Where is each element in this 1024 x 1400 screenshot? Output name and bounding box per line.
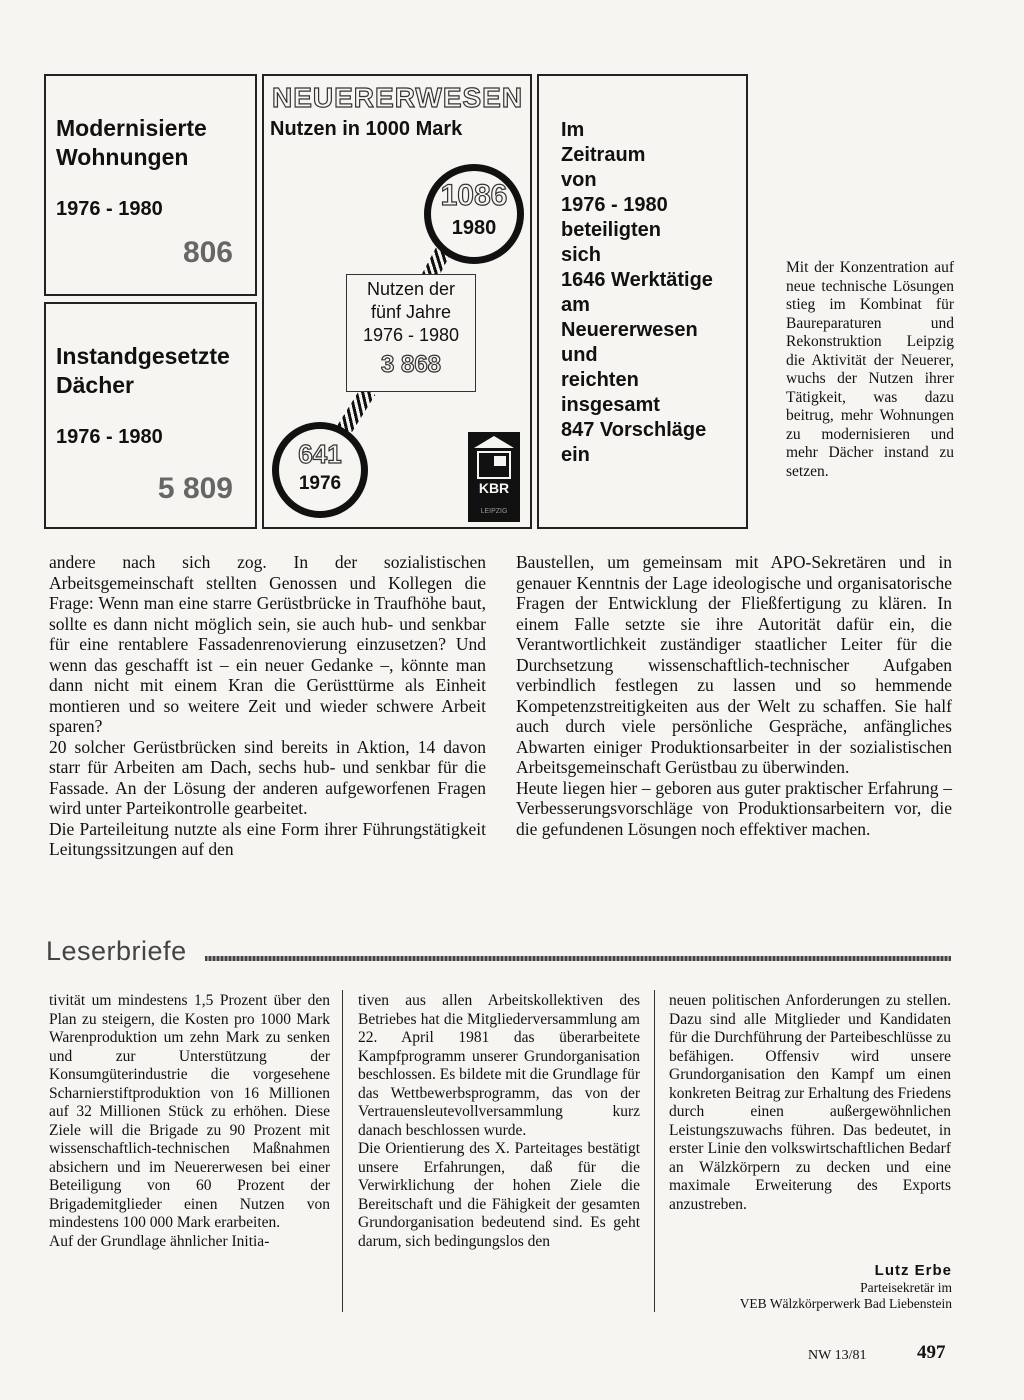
article-paragraph: 20 solcher Gerüstbrücken sind bereits in Aktion, 14 davon starr für Arbeiten am Dach, sechs hub- und senkbar für die Fassade. An der Lösung der anderen aufgeworfenen Fragen wird unter Parteikontrolle gearbeitet. bbox=[49, 736, 486, 818]
infographic-subtitle: Nutzen in 1000 Mark bbox=[270, 118, 463, 140]
five-year-label-line: 1976 - 1980 bbox=[362, 325, 460, 345]
kbr-logo-caption: LEIPZIG bbox=[480, 508, 508, 515]
section-heading-rule bbox=[205, 956, 951, 961]
signature-role: Parteisekretär im bbox=[860, 1280, 952, 1295]
participation-line: 847 Vorschläge bbox=[561, 419, 707, 441]
participation-line: und bbox=[561, 344, 598, 366]
stat-box-title: Modernisierte Wohnungen bbox=[56, 115, 207, 170]
signature-name: Lutz Erbe bbox=[874, 1262, 952, 1279]
participation-line: 1976 - 1980 bbox=[561, 194, 668, 216]
infographic-title: NEUERERWESEN bbox=[272, 82, 524, 113]
issue-label: NW 13/81 bbox=[808, 1348, 867, 1363]
letter-paragraph: Die Orientierung des X. Parteitages bestätigt unsere Erfahrungen, daß für die Verwirklichung der hohen Ziele die Bereitschaft und die Fähigkeit der gesamten Grundorganisation bedeutend sind. Es geht darum, sich bedingungslos den bbox=[358, 1140, 640, 1250]
stat-box-modernized-apartments bbox=[44, 74, 257, 296]
five-year-total-box bbox=[346, 274, 476, 392]
article-paragraph: andere nach sich zog. In der sozialistischen Arbeitsgemeinschaft stellten Genossen und Kollegen die Frage: Wenn man eine starre Gerüstbrücke in Traufhöhe baut, sollte es dann nicht möglich sein, sie auch hub- und senkbar für eine rentablere Fassadenrenovierung einzusetzen? Und wenn das geschafft ist – ein neuer Gedanke –, könnte man dann nicht mit einem Kran die Gerüsttürme als Einheit montieren und so weitere Zeit und wieder schwere Arbeit sparen? bbox=[49, 552, 486, 736]
article-column-1 bbox=[49, 552, 486, 860]
five-year-label-line: Nutzen der bbox=[366, 279, 456, 299]
circle-value: 641 bbox=[298, 439, 342, 469]
stat-box-period: 1976 - 1980 bbox=[56, 426, 163, 448]
sidebar-caption: Mit der Konzentration auf neue technische Lösungen stieg im Kombinat für Baureparaturen und Rekonstruktion Leipzig die Aktivität der Neuerer, wuchs der Nutzen ihrer Tätigkeit, was dazu beitrug, mehr Wohnungen zu modernisieren und mehr Dächer instand zu setzen. bbox=[786, 259, 954, 480]
circle-year: 1976 bbox=[298, 473, 342, 494]
letter-column-1 bbox=[49, 992, 330, 1251]
participation-line: Neuererwesen bbox=[561, 319, 698, 341]
letter-paragraph: neuen politischen Anforderungen zu stellen. Dazu sind alle Mitglieder und Kandidaten für die Durchführung der Parteibeschlüsse zu befähigen. Offensiv wird unsere Grundorganisation den Kampf um einen konkreten Beitrag zur Erhaltung des Friedens durch einen außergewöhnlichen Leistungszuwachs führen. Das bedeutet, in erster Linie den volkswirtschaftlichen Bedarf an Wälzkörpern zu decken und eine maximale Erweiterung des Exports anzustreben. bbox=[669, 992, 951, 1213]
participation-line: 1646 Werktätige bbox=[561, 269, 713, 291]
signature-block bbox=[660, 1262, 952, 1312]
five-year-label-line: fünf Jahre bbox=[370, 302, 452, 322]
article-paragraph: Heute liegen hier – geboren aus guter praktischer Erfahrung – Verbesserungsvorschläge von Produktionsarbeitern vor, die die gefundenen Lösungen noch effektiver machen. bbox=[516, 777, 952, 839]
stat-box-value: 5 809 bbox=[157, 472, 233, 505]
circle-year: 1980 bbox=[451, 217, 497, 239]
column-divider bbox=[342, 990, 343, 1312]
letter-paragraph: Auf der Grundlage ähnlicher Initia- bbox=[49, 1232, 270, 1250]
article-paragraph: Baustellen, um gemeinsam mit APO-Sekretären und in genauer Kenntnis der Lage ideologische und organisatorische Fragen der Entwicklung der Fließfertigung zu klären. In einem Falle setzte sie ihre Autorität dafür ein, die Verantwortlichkeit zuständiger staatlicher Leiter für die Durchsetzung wissenschaftlich-technischer Aufgaben verbindlich festlegen zu lassen und so hemmende Kompetenzstreitigkeiten aus der Welt zu schaffen. Sie half auch durch viele persönliche Gespräche, anfängliches Abwarten einiger Produktionsarbeiter in der sozialistischen Arbeitsgemeinschaft Gerüstbau zu überwinden. bbox=[516, 552, 952, 777]
kbr-logo bbox=[468, 432, 520, 522]
letter-column-3 bbox=[669, 992, 951, 1214]
participation-line: am bbox=[561, 294, 590, 316]
participation-line: ein bbox=[561, 444, 590, 466]
stat-box-title: Instandgesetzte Dächer bbox=[56, 343, 230, 398]
stat-box-value: 806 bbox=[182, 236, 233, 269]
participation-line: Zeitraum bbox=[561, 144, 646, 166]
page-number: 497 bbox=[917, 1342, 946, 1363]
signature-org: VEB Wälzkörperwerk Bad Liebenstein bbox=[739, 1296, 952, 1311]
circle-value: 1086 bbox=[440, 179, 508, 212]
article-paragraph: Die Parteileitung nutzte als eine Form ihrer Führungstätigkeit Leitungssitzungen auf den bbox=[49, 818, 486, 859]
participation-text bbox=[561, 118, 713, 468]
participation-line: sich bbox=[561, 244, 602, 266]
participation-box bbox=[537, 74, 748, 529]
participation-line: Im bbox=[561, 119, 585, 141]
five-year-value: 3 868 bbox=[380, 351, 442, 378]
participation-line: beteiligten bbox=[561, 219, 662, 241]
participation-line: reichten bbox=[561, 369, 639, 391]
participation-line: von bbox=[561, 169, 597, 191]
column-divider bbox=[654, 990, 655, 1312]
value-circle-1980 bbox=[424, 164, 524, 264]
stat-box-period: 1976 - 1980 bbox=[56, 198, 163, 220]
value-circle-1976 bbox=[272, 422, 368, 518]
letter-paragraph: tivität um mindestens 1,5 Prozent über den Plan zu steigern, die Kosten pro 1000 Mark Warenproduktion um zehn Mark zu senken und zur Unterstützung der Konsumgüterindustrie die vorgesehene Scharnierstiftproduktion von 16 Millionen auf 32 Millionen Stück zu erhöhen. Diese Ziele will die Brigade zu 90 Prozent mit wissenschaftlich-technischen Maßnahmen absichern und im Neuererwesen bei einer Beteiligung von 60 Prozent der Brigademitglieder einen Nutzen von mindestens 100 000 Mark erarbeiten. bbox=[49, 992, 330, 1231]
section-heading: Leserbriefe bbox=[46, 936, 187, 966]
letter-column-2 bbox=[358, 992, 640, 1251]
innovation-infographic bbox=[262, 74, 532, 529]
letter-paragraph: tiven aus allen Arbeitskollektiven des Betriebes hat die Mitgliederversammlung am 22. April 1981 das überarbeitete Kampfprogramm unserer Grundorganisation beschlossen. Es bildete mit die Grundlage für das Wettbewerbsprogramm, das von der Vertrauensleutevollversammlung kurz danach beschlossen wurde. bbox=[358, 992, 640, 1139]
participation-line: insgesamt bbox=[561, 394, 660, 416]
article-column-2 bbox=[516, 552, 952, 839]
stat-box-repaired-roofs bbox=[44, 302, 257, 529]
kbr-logo-text: KBR bbox=[478, 480, 510, 496]
